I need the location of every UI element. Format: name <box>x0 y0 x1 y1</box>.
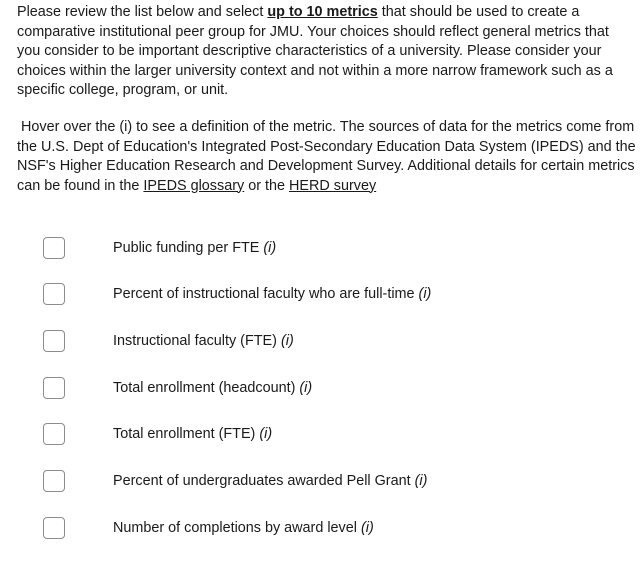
metric-checkbox[interactable] <box>43 237 65 259</box>
metric-label-text: Public funding per FTE <box>113 240 260 256</box>
info-icon[interactable]: (i) <box>263 240 277 256</box>
ipeds-glossary-link[interactable]: IPEDS glossary <box>143 177 245 194</box>
metric-label <box>113 379 312 399</box>
metric-option-total-enrollment-headcount[interactable] <box>0 377 643 403</box>
info-icon[interactable]: (i) <box>280 333 294 349</box>
metric-label-text: Number of completions by award level <box>113 520 357 536</box>
herd-survey-link[interactable]: HERD survey <box>289 177 377 194</box>
instructions-text-start: Please review the list below and select <box>17 4 268 20</box>
metric-checkbox[interactable] <box>43 330 65 352</box>
metric-checkbox[interactable] <box>43 517 65 539</box>
metric-label <box>113 519 374 539</box>
metric-option-total-enrollment-fte[interactable] <box>0 423 643 449</box>
metric-label-text: Percent of undergraduates awarded Pell Grant <box>113 473 411 489</box>
data-sources-connector: or the <box>244 177 289 194</box>
info-icon[interactable]: (i) <box>299 380 313 396</box>
metric-checkbox[interactable] <box>43 283 65 305</box>
instructions-text-end: that should be used to create a comparative institutional peer group for JMU. Your choices should reflect general metrics that you consider to be important descriptive characteristics of a university. Please consider your choices within the larger university context and not within a more narrow framework such as a specific college, program, or unit. <box>17 4 613 98</box>
metric-option-percent-faculty-full-time[interactable] <box>0 283 643 309</box>
metric-label-text: Total enrollment (headcount) <box>113 380 296 396</box>
info-icon[interactable]: (i) <box>259 426 273 442</box>
metric-label <box>113 425 272 445</box>
metric-option-completions-by-award-level[interactable] <box>0 517 643 543</box>
data-sources-text: Hover over the (i) to see a definition of the metric. The sources of data for the metrics come from the U.S. Dept of Education's Integrated Post-Secondary Education Data System (IPEDS) and the NSF's Higher Education Research and Development Survey. Additional details for certain metrics can be found in the <box>17 119 636 194</box>
info-icon[interactable]: (i) <box>414 473 428 489</box>
metric-label <box>113 285 431 305</box>
metric-option-public-funding-per-fte[interactable] <box>0 237 643 263</box>
metric-option-instructional-faculty-fte[interactable] <box>0 330 643 356</box>
metric-label-text: Percent of instructional faculty who are full-time <box>113 286 415 302</box>
metric-checkbox[interactable] <box>43 377 65 399</box>
metric-option-percent-pell-grant[interactable] <box>0 470 643 496</box>
selection-limit-emphasis: up to 10 metrics <box>267 4 378 20</box>
info-icon[interactable]: (i) <box>418 286 432 302</box>
metric-label <box>113 332 294 352</box>
info-icon[interactable]: (i) <box>360 520 374 536</box>
metric-checkbox[interactable] <box>43 423 65 445</box>
metric-label <box>113 239 276 259</box>
metric-checkbox[interactable] <box>43 470 65 492</box>
metric-label <box>113 472 427 492</box>
metric-label-text: Instructional faculty (FTE) <box>113 333 277 349</box>
metric-label-text: Total enrollment (FTE) <box>113 426 256 442</box>
